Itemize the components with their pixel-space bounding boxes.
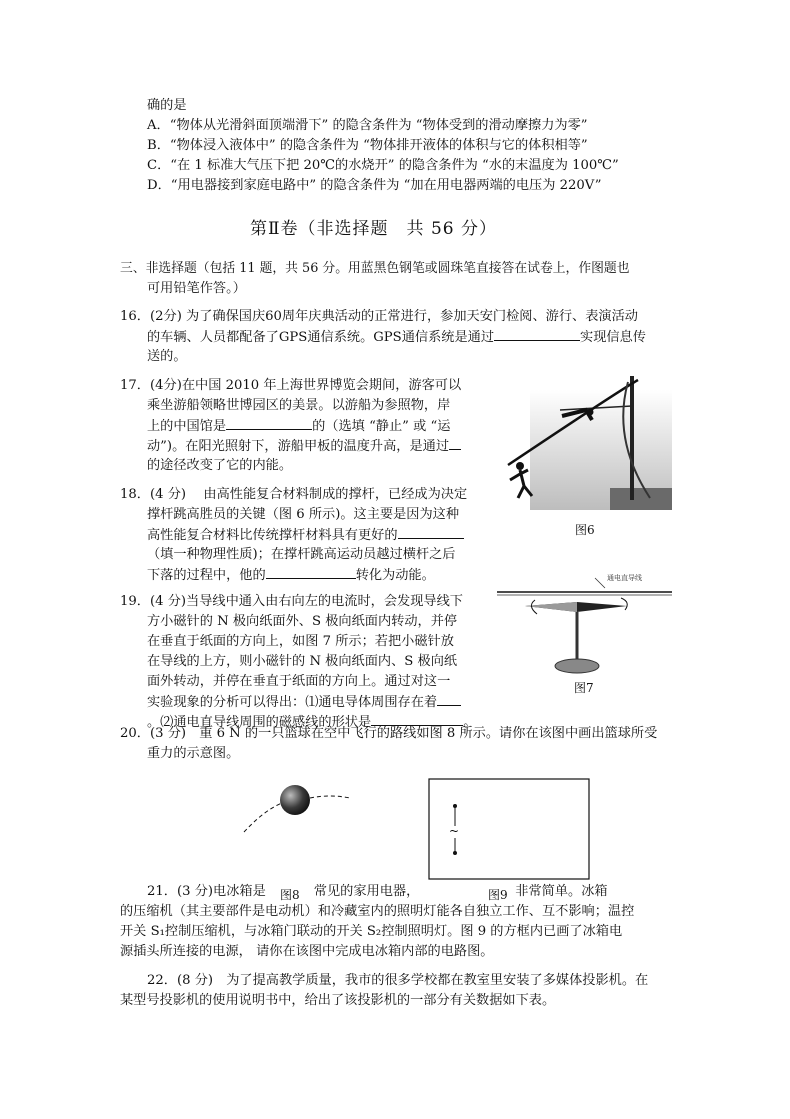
q17-line2: 乘坐游船领略世博园区的美景。以游船为参照物，岸	[147, 398, 451, 413]
q17-line4-text: 动”)。在阳光照射下，游船甲板的温度升高，是通过	[147, 439, 450, 454]
fig7-rotation-arrow-right	[621, 598, 627, 610]
q15-option-a: A．“物体从光滑斜面顶端滑下” 的隐含条件为 “物体受到的滑动摩擦力为零”	[147, 118, 588, 133]
q18-line5-tail: 转化为动能。	[355, 568, 435, 583]
fig6-pole-vault-figure	[500, 370, 672, 510]
fig9-circuit-box-figure	[428, 778, 590, 880]
q18-line3	[147, 525, 464, 545]
q17-line3-text: 上的中国馆是	[147, 419, 227, 434]
fig8-caption: 图8	[280, 888, 300, 902]
q16-line2-text: 的车辆、人员都配备了GPS通信系统。GPS通信系统是通过	[147, 330, 495, 345]
q21-line1-mid: 常见的家用电器，	[313, 884, 420, 899]
q18-blank-2[interactable]	[266, 565, 356, 579]
q21-line1-end: 非常简单。冰箱	[515, 884, 608, 899]
q22-line1: 22．(8 分) 为了提高教学质量，我市的很多学校都在教室里安装了多媒体投影机。在	[147, 973, 649, 988]
section3-line1: 三、非选择题（包括 11 题，共 56 分。用蓝黑色钢笔或圆珠笔直接答在试卷上，作图题也	[120, 261, 630, 276]
q18-line2: 撑杆跳高胜员的关键（图 6 所示)。这主要是因为这种	[147, 507, 460, 522]
q19-line3: 在垂直于纸面的方向上，如图 7 所示；若把小磁针放	[147, 634, 454, 649]
q19-line7-end: 。	[463, 715, 477, 730]
fig7-caption: 图7	[574, 681, 594, 695]
q20-line1: 20．(3 分) 重 6 N 的一只篮球在空中飞行的路线如图 8 所示。请你在该图中画出篮球所受	[120, 726, 658, 741]
q19-line7-text: 。⑵通电直导线周围的磁感线的形状是	[147, 715, 372, 730]
q20-line2: 重力的示意图。	[147, 746, 240, 761]
q16-blank[interactable]	[494, 327, 580, 341]
q21-line1	[147, 882, 608, 901]
q18-blank-1[interactable]	[398, 525, 464, 539]
q16-line1: 16．(2分) 为了确保国庆60周年庆典活动的正常进行，参加天安门检阅、游行、表演活动	[120, 309, 638, 324]
q18-line3-text: 高性能复合材料比传统撑杆材料具有更好的	[147, 528, 398, 543]
q19-line6-text: 实验现象的分析可以得出：⑴通电导体周围存在着	[147, 695, 438, 710]
q17-line5: 的途径改变了它的内能。	[147, 458, 293, 473]
q21-line1-start: 21．(3 分)电冰箱是	[147, 884, 266, 899]
q17-line1: 17．(4分)在中国 2010 年上海世界博览会期间，游客可以	[120, 378, 462, 393]
q21-line3: 开关 S₁控制压缩机，与冰箱门联动的开关 S₂控制照明灯。图 9 的方框内已画了冰箱电	[120, 924, 623, 939]
fig7-base	[555, 659, 599, 673]
fig8-basketball-figure	[240, 778, 360, 838]
q19-line5: 面外转动，并停在垂直于纸面的方向上。通过对这一	[147, 674, 451, 689]
q22-line2: 某型号投影机的使用说明书中，给出了该投影机的一部分有关数据如下表。	[120, 993, 556, 1008]
fig8-trajectory-after	[310, 796, 350, 798]
q16-line2-tail: 实现信息传	[580, 330, 646, 345]
q19-blank-1[interactable]	[437, 692, 461, 706]
fig7-magnetic-needle-figure	[497, 568, 672, 678]
q15-option-c: C．“在 1 标准大气压下把 20℃的水烧开” 的隐含条件为 “水的末温度为 100℃”	[147, 158, 619, 173]
fig6-caption: 图6	[575, 523, 595, 537]
q16-line2	[147, 327, 646, 347]
q17-line3-tail: 的（选填 “静止” 或 “运	[312, 419, 451, 434]
q17-blank-1[interactable]	[226, 416, 312, 430]
q17-line3	[147, 416, 450, 436]
fig9-caption: 图9	[488, 888, 508, 902]
q15-tail: 确的是	[147, 98, 187, 113]
fig9-terminal-top	[453, 804, 457, 808]
q19-line6	[147, 692, 461, 712]
q19-line1: 19．(4 分)当导线中通入由右向左的电流时，会发现导线下	[120, 594, 463, 609]
q15-option-b: B．“物体浸入液体中” 的隐含条件为 “物体排开液体的体积与它的体积相等”	[147, 138, 588, 153]
q21-line4: 源插头所连接的电源， 请你在该图中完成电冰箱内部的电路图。	[120, 944, 494, 959]
q18-line5	[147, 565, 435, 585]
fig7-label-leader	[595, 578, 605, 588]
q18-line5-text: 下落的过程中，他的	[147, 568, 266, 583]
q19-line4: 在导线的上方，则小磁针的 N 极向纸面内、S 极向纸	[147, 654, 458, 669]
q21-line2: 的压缩机（其主要部件是电动机）和冷藏室内的照明灯能各自独立工作、互不影响；温控	[120, 904, 635, 919]
fig7-wire-label: 通电直导线	[607, 574, 642, 582]
q19-line2: 方小磁针的 N 极向纸面外、S 极向纸面内转动，并停	[147, 614, 458, 629]
q17-line4	[147, 436, 461, 456]
q15-option-d: D．“用电器接到家庭电路中” 的隐含条件为 “加在用电器两端的电压为 220V”	[147, 178, 602, 193]
q18-line4: （填一种物理性质)；在撑杆跳高运动员越过横杆之后	[147, 547, 456, 562]
fig6-landing-mat	[610, 488, 672, 510]
section-title: 第Ⅱ卷（非选择题 共 56 分）	[250, 219, 497, 239]
section3-line2: 可用铅笔作答。）	[147, 281, 246, 296]
fig8-basketball	[280, 785, 310, 815]
fig9-source-symbol: ~	[449, 824, 460, 838]
q18-line1: 18．(4 分) 由高性能复合材料制成的撑杆，已经成为决定	[120, 487, 468, 502]
fig6-runner	[510, 462, 532, 498]
q16-line3: 送的。	[147, 349, 187, 364]
fig9-terminal-bottom	[453, 851, 457, 855]
q17-blank-2[interactable]	[449, 436, 461, 450]
